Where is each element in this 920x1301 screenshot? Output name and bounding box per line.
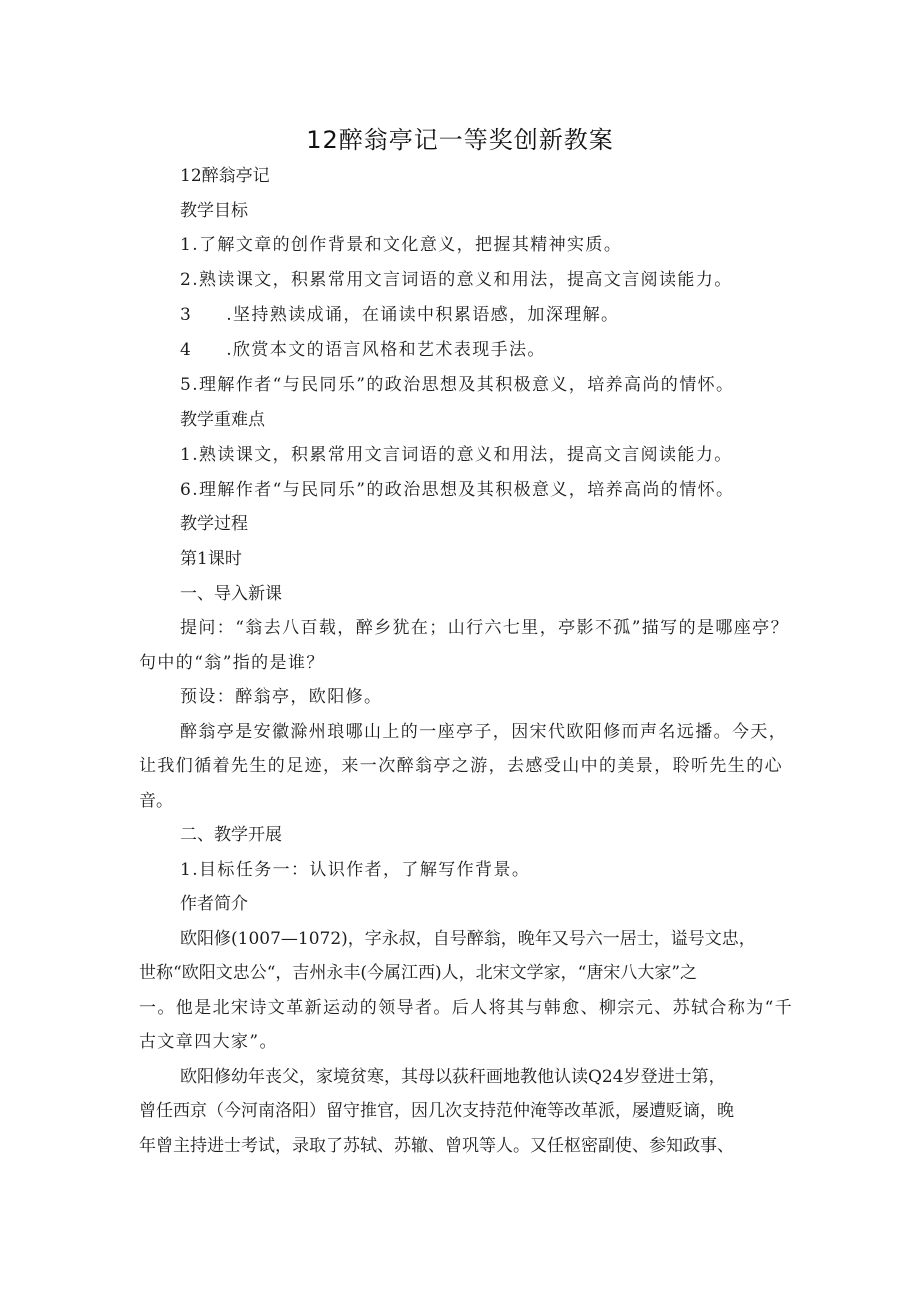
text-line: 6.理解作者“与民同乐”的政治思想及其积极意义，培养高尚的情怀。 <box>180 480 735 500</box>
section-heading: 教学目标 <box>180 201 248 221</box>
text-line: 古文章四大家”。 <box>139 1032 278 1052</box>
text-line <box>180 338 546 362</box>
section-heading: 教学过程 <box>180 514 248 534</box>
item-number: 3 <box>180 305 193 325</box>
text-line: 2.熟读课文，积累常用文言词语的意义和用法，提高文言阅读能力。 <box>180 270 733 290</box>
text-line: 醉翁亭是安徽滁州琅哪山上的一座亭子，因宋代欧阳修而声名远播。今天， <box>180 722 788 742</box>
text-line: 曾任西京（今河南洛阳）留守推官，因几次支持范仲淹等改革派，屡遭贬谪，晚 <box>139 1101 734 1121</box>
section-heading: 作者简介 <box>180 894 248 914</box>
item-text: .坚持熟读成诵，在诵读中积累语感，加深理解。 <box>226 305 620 325</box>
item-number: 4 <box>180 340 193 360</box>
document-title: 12醉翁亭记一等奖创新教案 <box>306 126 614 154</box>
text-line: 年曾主持进士考试，录取了苏轼、苏辙、曾巩等人。又任枢密副使、参知政事、 <box>139 1136 734 1156</box>
section-heading: 二、教学开展 <box>180 825 282 845</box>
text-line <box>180 303 619 327</box>
text-line: 5.理解作者“与民同乐”的政治思想及其积极意义，培养高尚的情怀。 <box>180 375 735 395</box>
text-line: 1.了解文章的创作背景和文化意义，把握其精神实质。 <box>180 235 623 255</box>
section-heading: 教学重难点 <box>180 410 265 430</box>
text-line: 欧阳修(1007—1072)，字永叔，自号醉翁，晚年又号六一居士，谥号文忠， <box>180 929 756 949</box>
text-line: 音。 <box>139 791 173 811</box>
text-line: 世称“欧阳文忠公“，吉州永丰(今属江西)人，北宋文学家，“唐宋八大家”之 <box>139 963 698 983</box>
item-text: .欣赏本文的语言风格和艺术表现手法。 <box>226 340 546 360</box>
text-line: 欧阳修幼年丧父，家境贫寒，其母以荻秆画地教他认读Q24岁登进士第， <box>180 1067 726 1087</box>
text-line: 预设：醉翁亭，欧阳修。 <box>180 687 383 707</box>
text-line: 第1课时 <box>180 549 242 569</box>
text-line: 句中的“翁”指的是谁？ <box>139 653 325 673</box>
text-line: 1.目标任务一：认识作者，了解写作背景。 <box>180 860 531 880</box>
text-line: 让我们循着先生的足迹，来一次醉翁亭之游，去感受山中的美景，聆听先生的心 <box>139 756 783 776</box>
text-line: 12醉翁亭记 <box>180 166 270 186</box>
text-line: 提问：“翁去八百载，醉乡犹在；山行六七里，亭影不孤”描写的是哪座亭？ <box>180 618 789 638</box>
text-line: 一。他是北宋诗文革新运动的领导者。后人将其与韩愈、柳宗元、苏轼合称为“千 <box>139 998 794 1018</box>
section-heading: 一、导入新课 <box>180 584 282 604</box>
text-line: 1.熟读课文，积累常用文言词语的意义和用法，提高文言阅读能力。 <box>180 445 733 465</box>
